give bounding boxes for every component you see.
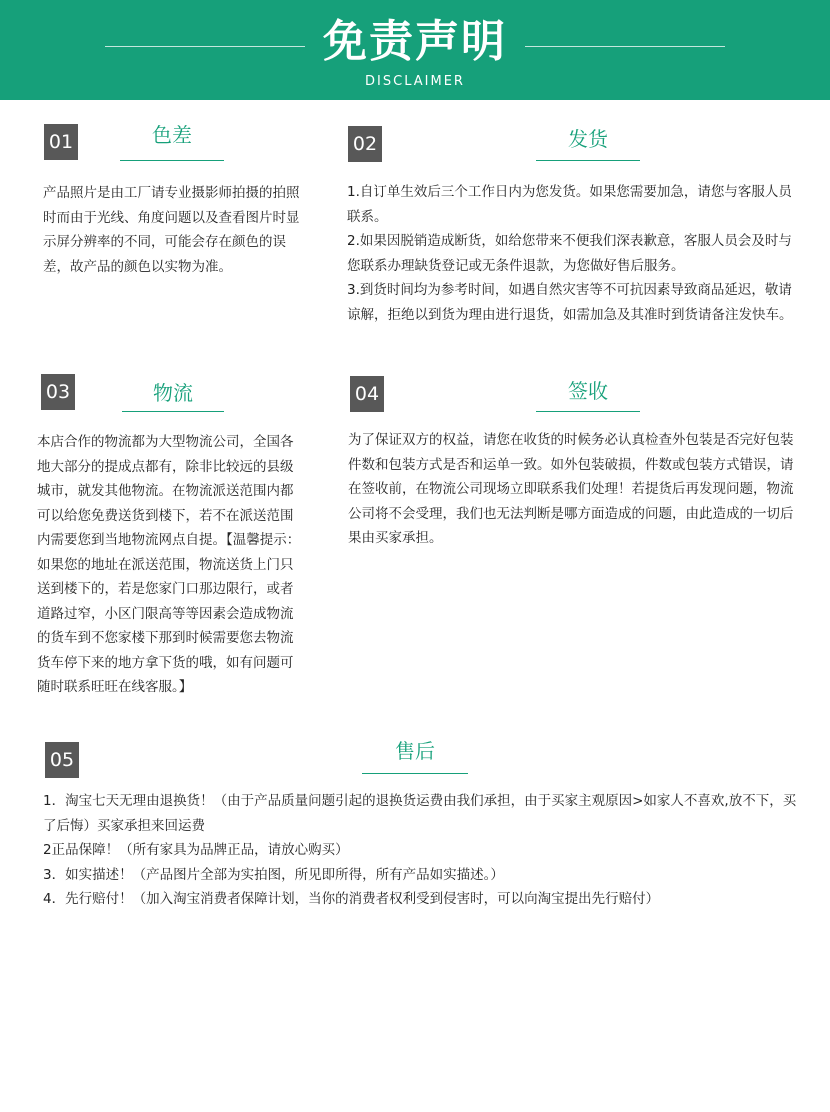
section-title-logistics: 物流	[153, 381, 193, 405]
paragraph: 本店合作的物流都为大型物流公司，全国各地大部分的提成点都有，除非比较远的县级城市，就发其他物流。在物流派送范围内都可以给您免费送货到楼下，若不在派送范围内需要您到当地物流网点自提。【温馨提示：如果您的地址在派送范围，物流送货上门只送到楼下的，若是您家门口那边限行，或者道路过窄，小区门限高等等因素会造成物流的货车到不您家楼下那到时候需要您去物流货车停下来的地方拿下货的哦，如有问题可随时联系旺旺在线客服。】	[37, 434, 301, 695]
header-banner	[0, 0, 830, 100]
page-subtitle: DISCLAIMER	[365, 74, 465, 89]
section-underline-04	[536, 411, 640, 412]
section-body-color-difference	[43, 181, 301, 279]
section-number-02: 02	[348, 126, 382, 162]
paragraph: 1.自订单生效后三个工作日内为您发货。如果您需要加急，请您与客服人员联系。	[347, 184, 792, 225]
page-title: 免责声明	[323, 16, 507, 67]
section-underline-02	[536, 160, 640, 161]
section-title-color-difference: 色差	[152, 123, 192, 147]
section-number-05: 05	[45, 742, 79, 778]
section-body-shipping	[347, 180, 804, 327]
paragraph: 3.到货时间均为参考时间，如遇自然灾害等不可抗因素导致商品延迟，敬请谅解，拒绝以到货为理由进行退货，如需加急及其准时到货请备注发快车。	[347, 282, 793, 323]
paragraph: 3．如实描述！（产品图片全部为实拍图，所见即所得，所有产品如实描述。）	[43, 866, 504, 883]
section-body-logistics	[37, 430, 302, 700]
paragraph: 4．先行赔付！（加入淘宝消费者保障计划，当你的消费者权利受到侵害时，可以向淘宝提出先行赔付）	[43, 891, 660, 907]
section-body-sign-for	[348, 428, 804, 551]
section-number-01: 01	[44, 124, 78, 160]
section-number-03: 03	[41, 374, 75, 410]
section-title-shipping: 发货	[568, 127, 608, 151]
section-underline-03	[122, 411, 224, 412]
section-underline-05	[362, 773, 468, 774]
paragraph: 2正品保障！（所有家具为品牌正品，请放心购买）	[43, 842, 349, 858]
section-underline-01	[120, 160, 224, 161]
section-title-sign-for: 签收	[568, 379, 608, 403]
paragraph: 1．淘宝七天无理由退换货！（由于产品质量问题引起的退换货运费由我们承担，由于买家主观原因>如家人不喜欢,放不下，买了后悔）买家承担来回运费	[43, 793, 797, 834]
paragraph: 2.如果因脱销造成断货，如给您带来不便我们深表歉意，客服人员会及时与您联系办理缺货登记或无条件退款，为您做好售后服务。	[347, 233, 792, 274]
section-body-after-sales	[43, 789, 803, 912]
section-title-after-sales: 售后	[395, 739, 435, 763]
section-number-04: 04	[350, 376, 384, 412]
paragraph: 产品照片是由工厂请专业摄影师拍摄的拍照时而由于光线、角度问题以及查看图片时显示屏分辨率的不同，可能会存在颜色的误差，故产品的颜色以实物为准。	[43, 185, 300, 275]
paragraph: 为了保证双方的权益，请您在收货的时候务必认真检查外包装是否完好包装件数和包装方式是否和运单一致。如外包装破损，件数或包装方式错误，请在签收前，在物流公司现场立即联系我们处理！若提货后再发现问题，物流公司将不会受理，我们也无法判断是哪方面造成的问题，由此造成的一切后果由买家承担。	[348, 432, 794, 546]
